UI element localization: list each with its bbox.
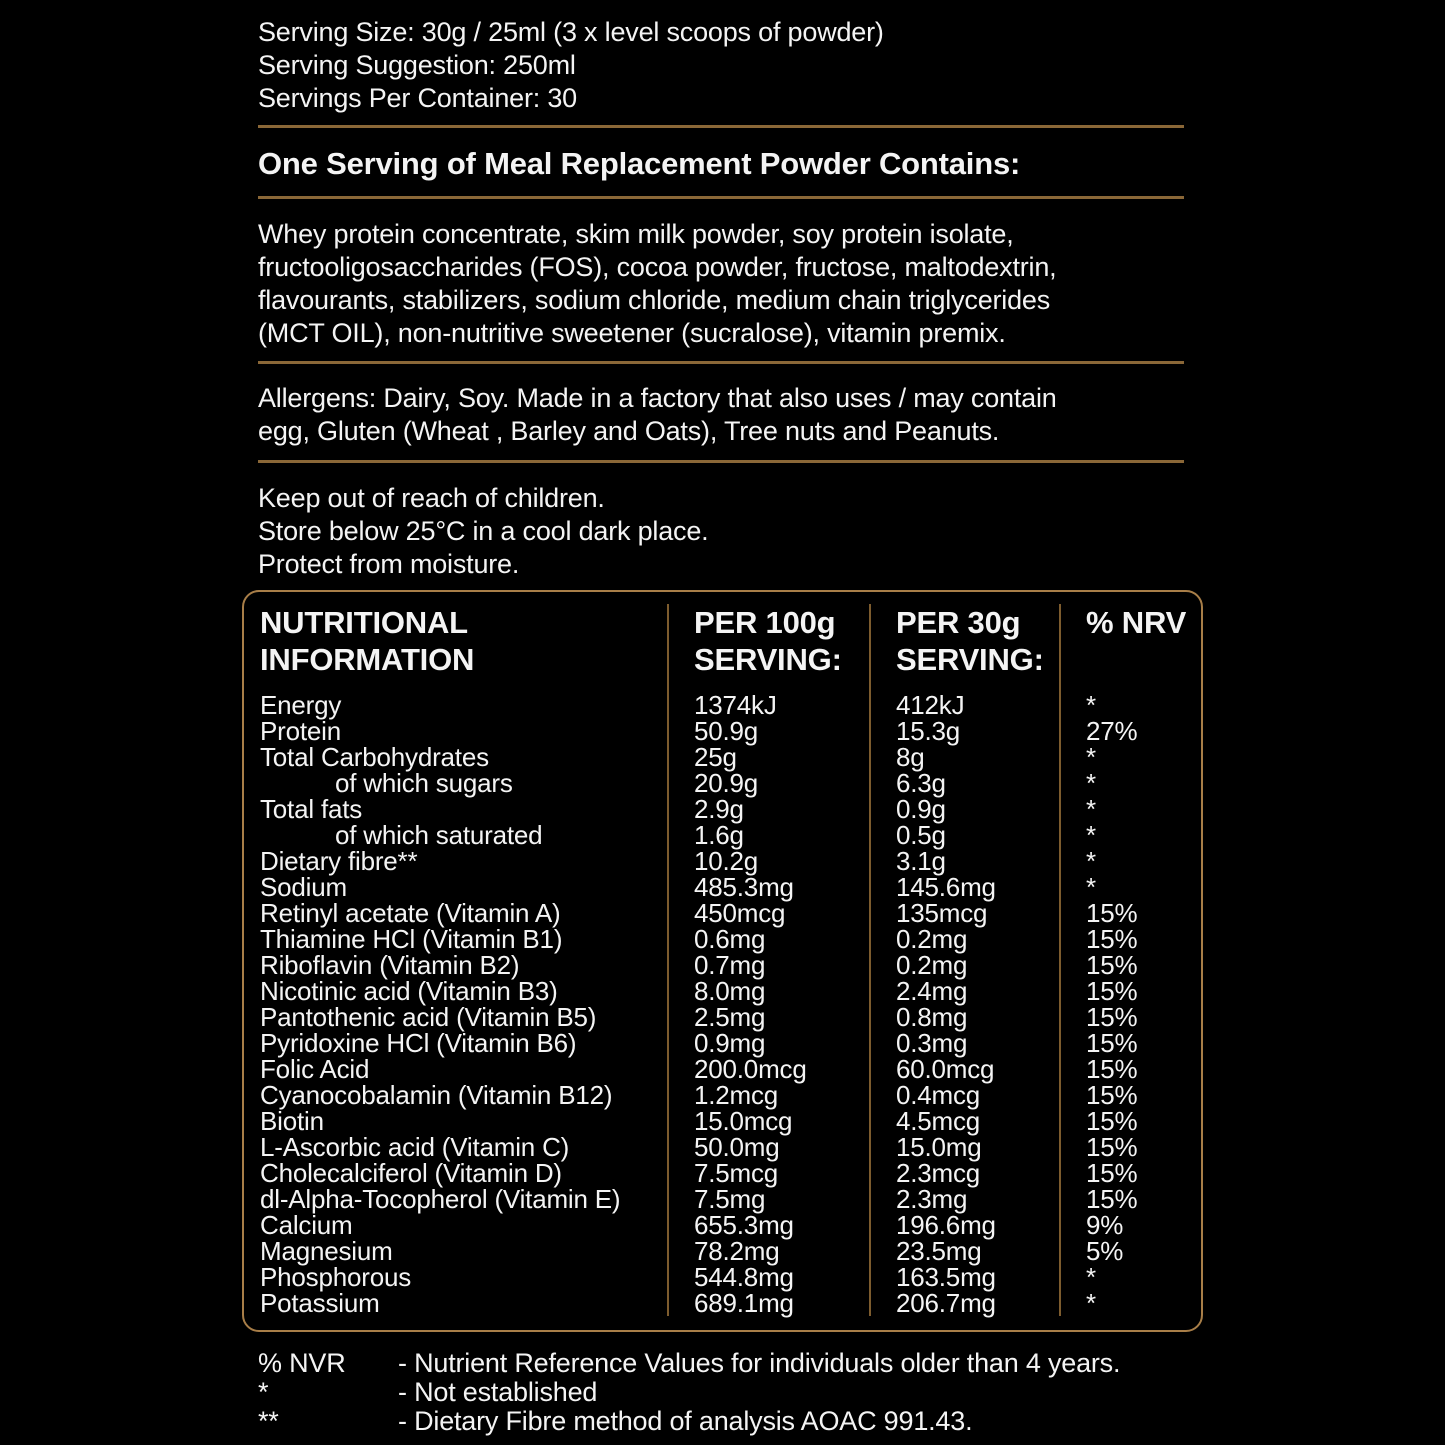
per-30g-value: 2.3mg [896, 1184, 968, 1214]
nrv-value: * [1086, 768, 1096, 798]
nrv-value: 15% [1086, 1054, 1138, 1084]
nutrient-label: Total Carbohydrates [260, 742, 489, 772]
nrv-value: * [1086, 846, 1096, 876]
table-column-nutrient [244, 604, 667, 1316]
per-100g-value: 655.3mg [694, 1210, 794, 1240]
nutrient-label: Thiamine HCl (Vitamin B1) [260, 924, 563, 954]
nutrient-label: Cholecalciferol (Vitamin D) [260, 1158, 562, 1188]
header-line: INFORMATION [260, 642, 475, 677]
footnote-row [258, 1349, 1188, 1378]
nrv-value: 15% [1086, 976, 1138, 1006]
section-divider [258, 196, 1184, 199]
per-100g-value: 78.2mg [694, 1236, 780, 1266]
nutrient-label: Cyanocobalamin (Vitamin B12) [260, 1080, 613, 1110]
per-100g-value: 2.5mg [694, 1002, 766, 1032]
per-100g-value: 1.6g [694, 820, 744, 850]
per-100g-value: 50.9g [694, 716, 759, 746]
nutrient-label: of which sugars [335, 768, 513, 798]
per-30g-value: 6.3g [896, 768, 946, 798]
nutrient-label: of which saturated [335, 820, 543, 850]
storage-line: Keep out of reach of children. [258, 483, 605, 513]
nrv-value: 15% [1086, 950, 1138, 980]
header-line: NUTRITIONAL [260, 605, 468, 640]
nrv-value: 27% [1086, 716, 1138, 746]
per-100g-column-header [694, 604, 869, 678]
nutrient-label: dl-Alpha-Tocopherol (Vitamin E) [260, 1184, 621, 1214]
nutrient-label: Nicotinic acid (Vitamin B3) [260, 976, 558, 1006]
per-30g-value: 15.3g [896, 716, 961, 746]
footnote-row [258, 1378, 1188, 1407]
footnotes [258, 1349, 1188, 1436]
table-column-per-100g [667, 604, 869, 1316]
nutrient-label: Pyridoxine HCl (Vitamin B6) [260, 1028, 577, 1058]
per-30g-value: 15.0mg [896, 1132, 982, 1162]
nutrient-label: Potassium [260, 1288, 380, 1318]
nrv-value: * [1086, 820, 1096, 850]
per-100g-value: 689.1mg [694, 1288, 794, 1318]
nutrient-label: Magnesium [260, 1236, 393, 1266]
nutrition-table [242, 590, 1203, 1332]
per-30g-value: 0.9g [896, 794, 946, 824]
nrv-value: * [1086, 1262, 1096, 1292]
nutrient-label: Retinyl acetate (Vitamin A) [260, 898, 561, 928]
per-30g-value: 0.2mg [896, 924, 968, 954]
nrv-value: 15% [1086, 1132, 1138, 1162]
per-100g-value: 7.5mcg [694, 1158, 779, 1188]
allergens-line: Allergens: Dairy, Soy. Made in a factory that also uses / may contain [258, 383, 1057, 413]
per-100g-value: 1374kJ [694, 690, 777, 720]
footnote-text: - Not established [398, 1377, 598, 1407]
per-30g-value: 412kJ [896, 690, 965, 720]
section-divider [258, 460, 1184, 463]
per-30g-value: 2.4mg [896, 976, 968, 1006]
per-100g-value: 450mcg [694, 898, 786, 928]
nutrient-label: Folic Acid [260, 1054, 370, 1084]
header-line: PER 100g [694, 605, 836, 640]
table-column-nrv [1059, 604, 1201, 1316]
per-30g-value: 60.0mcg [896, 1054, 995, 1084]
per-30g-column-header [896, 604, 1059, 678]
nrv-value: 15% [1086, 1184, 1138, 1214]
header-line: SERVING: [896, 642, 1044, 677]
storage-line: Protect from moisture. [258, 549, 520, 579]
per-30g-value: 23.5mg [896, 1236, 982, 1266]
footnote-symbol: % NVR [258, 1348, 346, 1378]
serving-info-block [258, 16, 1188, 115]
per-30g-value: 145.6mg [896, 872, 996, 902]
nutrient-label: Riboflavin (Vitamin B2) [260, 950, 520, 980]
per-100g-value: 2.9g [694, 794, 744, 824]
nrv-value: 15% [1086, 1158, 1138, 1188]
per-100g-value: 200.0mcg [694, 1054, 807, 1084]
serving-size-line: Serving Size: 30g / 25ml (3 x level scoops of powder) [258, 17, 884, 47]
allergens-paragraph [258, 382, 1188, 448]
nrv-value: * [1086, 1288, 1096, 1318]
nutrient-label: Protein [260, 716, 341, 746]
nutrient-label: Sodium [260, 872, 347, 902]
allergens-line: egg, Gluten (Wheat , Barley and Oats), Tree nuts and Peanuts. [258, 416, 1000, 446]
storage-line: Store below 25°C in a cool dark place. [258, 516, 709, 546]
nutrient-label: Calcium [260, 1210, 353, 1240]
per-100g-value: 544.8mg [694, 1262, 794, 1292]
section-divider [258, 125, 1184, 128]
per-100g-value: 7.5mg [694, 1184, 766, 1214]
per-100g-value: 10.2g [694, 846, 759, 876]
storage-instructions [258, 482, 1188, 581]
per-30g-value: 0.4mcg [896, 1080, 981, 1110]
nrv-value: * [1086, 872, 1096, 902]
ingredients-line: Whey protein concentrate, skim milk powder, soy protein isolate, [258, 219, 1014, 249]
ingredients-line: flavourants, stabilizers, sodium chloride, medium chain triglycerides [258, 285, 1051, 315]
nrv-column-header [1086, 604, 1201, 678]
per-30g-value: 163.5mg [896, 1262, 996, 1292]
header-line: PER 30g [896, 605, 1021, 640]
header-line: % NRV [1086, 605, 1187, 640]
nrv-value: 9% [1086, 1210, 1124, 1240]
per-30g-value: 8g [896, 742, 925, 772]
section-divider [258, 361, 1184, 364]
ingredients-line: (MCT OIL), non-nutritive sweetener (sucralose), vitamin premix. [258, 318, 1006, 348]
per-30g-value: 0.3mg [896, 1028, 968, 1058]
ingredients-line: fructooligosaccharides (FOS), cocoa powder, fructose, maltodextrin, [258, 252, 1057, 282]
nrv-value: 15% [1086, 1002, 1138, 1032]
header-line: SERVING: [694, 642, 842, 677]
nutrient-label: Pantothenic acid (Vitamin B5) [260, 1002, 597, 1032]
nrv-value: * [1086, 742, 1096, 772]
per-30g-value: 3.1g [896, 846, 946, 876]
per-100g-value: 0.7mg [694, 950, 766, 980]
nutrient-label: Dietary fibre** [260, 846, 418, 876]
nutrient-label: L-Ascorbic acid (Vitamin C) [260, 1132, 570, 1162]
per-30g-value: 0.8mg [896, 1002, 968, 1032]
per-30g-value: 2.3mcg [896, 1158, 981, 1188]
per-100g-value: 1.2mcg [694, 1080, 779, 1110]
footnote-text: - Dietary Fibre method of analysis AOAC 991.43. [398, 1406, 973, 1436]
per-30g-value: 196.6mg [896, 1210, 996, 1240]
per-30g-value: 0.2mg [896, 950, 968, 980]
per-30g-value: 206.7mg [896, 1288, 996, 1318]
footnote-symbol: ** [258, 1406, 279, 1436]
footnote-row [258, 1407, 1188, 1436]
nrv-value: 5% [1086, 1236, 1124, 1266]
per-30g-value: 0.5g [896, 820, 946, 850]
footnote-symbol: * [258, 1377, 269, 1407]
per-100g-value: 20.9g [694, 768, 759, 798]
nrv-value: 15% [1086, 924, 1138, 954]
per-100g-value: 8.0mg [694, 976, 766, 1006]
nutrient-label: Phosphorous [260, 1262, 412, 1292]
nutrient-label: Biotin [260, 1106, 324, 1136]
nrv-value: 15% [1086, 1106, 1138, 1136]
nrv-value: 15% [1086, 1080, 1138, 1110]
servings-per-container-line: Servings Per Container: 30 [258, 83, 577, 113]
nrv-value: 15% [1086, 898, 1138, 928]
per-100g-value: 15.0mcg [694, 1106, 793, 1136]
per-30g-value: 4.5mcg [896, 1106, 981, 1136]
per-100g-value: 0.9mg [694, 1028, 766, 1058]
per-30g-value: 135mcg [896, 898, 988, 928]
table-column-per-30g [869, 604, 1059, 1316]
nrv-value: * [1086, 794, 1096, 824]
nrv-value: * [1086, 690, 1096, 720]
per-100g-value: 485.3mg [694, 872, 794, 902]
ingredients-paragraph [258, 218, 1188, 350]
nrv-value: 15% [1086, 1028, 1138, 1058]
nutrient-label: Energy [260, 690, 342, 720]
nutrient-column-header [260, 604, 667, 678]
footnote-text: - Nutrient Reference Values for individuals older than 4 years. [398, 1348, 1121, 1378]
label-text-content [258, 0, 1188, 581]
nutrient-label: Total fats [260, 794, 363, 824]
per-100g-value: 25g [694, 742, 737, 772]
per-100g-value: 50.0mg [694, 1132, 780, 1162]
product-contains-heading: One Serving of Meal Replacement Powder Contains: [258, 146, 1021, 181]
serving-suggestion-line: Serving Suggestion: 250ml [258, 50, 576, 80]
per-100g-value: 0.6mg [694, 924, 766, 954]
